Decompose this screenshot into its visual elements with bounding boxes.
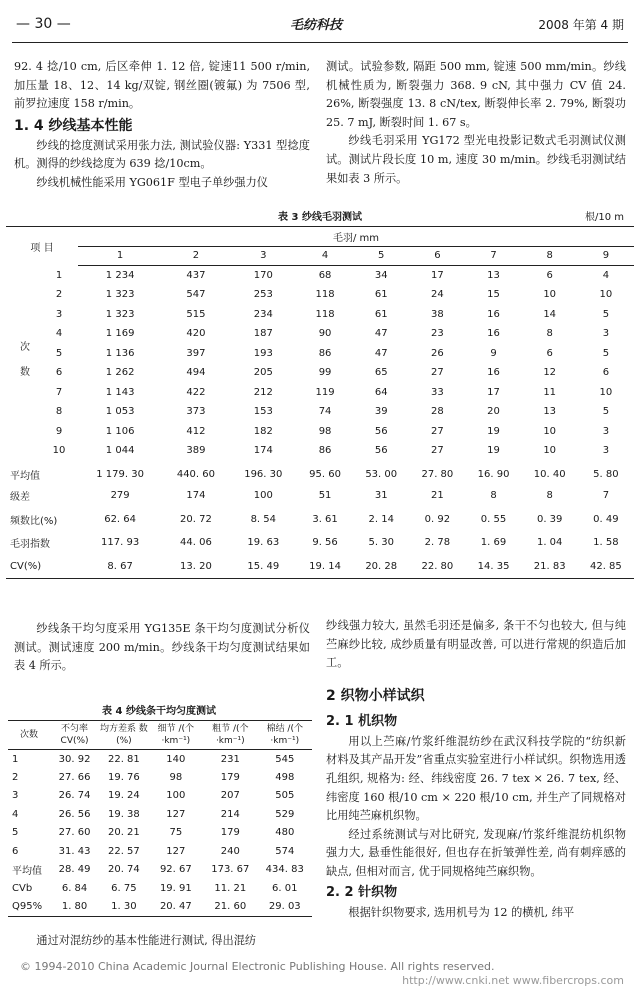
table-row [6, 402, 634, 422]
table-cell: 20. 72 [180, 513, 212, 525]
table4-col-header: 细节 /(个·km⁻¹) [149, 721, 203, 750]
table-cell: 212 [253, 386, 273, 398]
table-cell: 22. 57 [107, 845, 140, 857]
paragraph: 纱线条干均匀度采用 YG135E 条干均匀度测试分析仪测试。测试速度 200 m/min。纱线条干均匀度测试结果如表 4 所示。 [14, 622, 310, 673]
table-cell: 56 [374, 445, 388, 457]
table-cell: 3. 61 [312, 513, 338, 525]
table4-col-header: 棉结 /(个·km⁻¹) [258, 721, 312, 750]
table-cell: 56 [374, 425, 388, 437]
table-cell: 30. 92 [58, 753, 91, 765]
table-cell: 19. 76 [107, 771, 140, 783]
copyright-footer: © 1994-2010 China Academic Journal Electronic Publishing House. All rights reserved. [20, 960, 495, 973]
left-column-mid [14, 620, 310, 676]
table-cell: 253 [253, 289, 273, 301]
paragraph: 用以上苎麻/竹浆纤维混纺纱在武汉科技学院的“纺织新材料及其产品开发”省重点实验室进行小样试织。织物选用透孔组织, 规格为: 经、纬线密度 26. 7 tex × 26. 7 tex, 经、纬密度 160 根/10 cm × 220 根/10 cm, 并生产了同规格对比用纯苎麻机织物。 [326, 734, 626, 823]
table-cell: 20. 47 [149, 898, 203, 917]
table-cell: 19. 24 [107, 790, 140, 802]
table-cell: 10 [52, 445, 66, 457]
paragraph: 根据针织物要求, 选用机号为 12 的横机, 纬平 [348, 905, 575, 919]
table-row [8, 824, 312, 843]
table-row [6, 324, 634, 344]
header-rule [12, 42, 628, 43]
right-column-top [326, 58, 626, 188]
table-cell: 494 [186, 367, 206, 379]
table-cell: 8. 67 [78, 555, 162, 579]
table-cell: 3 [55, 308, 63, 320]
section-heading-2: 2 织物小样试织 [326, 687, 425, 704]
table-cell: 34 [374, 270, 388, 281]
table-cell: 12 [543, 367, 557, 379]
paragraph: 92. 4 捻/10 cm, 后区牵伸 1. 12 倍, 锭速11 500 r/min, 加压量 18、12、14 kg/双锭, 钢丝圈(镀氟) 为 7506 型, 前罗拉速度 158 r/min。 [14, 60, 310, 111]
table3-caption-row [0, 208, 640, 224]
table-row [8, 805, 312, 824]
table-cell: 10 [599, 289, 613, 301]
table-cell: 8 [55, 406, 63, 418]
table-cell: 440. 60 [176, 468, 215, 480]
table-cell: 6. 01 [272, 882, 298, 894]
table-cell: Q95% [8, 898, 50, 917]
table-cell: 505 [275, 790, 295, 802]
table-cell: 5 [602, 347, 610, 359]
table-cell: 99 [318, 367, 332, 379]
table-cell: 频数比(%) [10, 515, 58, 527]
table-cell: 0. 39 [536, 513, 563, 525]
table-cell: 1 [12, 753, 19, 765]
table-cell: 11. 21 [214, 882, 247, 894]
table-cell: 26 [431, 347, 444, 359]
table-cell: 65 [374, 367, 388, 379]
table-cell: 196. 30 [244, 468, 283, 480]
table-cell: 6 [12, 845, 19, 857]
table-summary-row [6, 555, 634, 579]
table-cell: 173. 67 [211, 864, 250, 876]
table-cell: 1 234 [105, 270, 135, 281]
table-row [8, 898, 312, 917]
table-cell: 13 [487, 270, 500, 281]
table-cell: 14 [543, 308, 557, 320]
table-cell: 4 [55, 328, 63, 340]
table-cell: 0. 55 [480, 513, 507, 525]
issue-label: 2008 年第 4 期 [538, 18, 624, 32]
table-cell: 26. 74 [58, 790, 91, 802]
table4-col-header: 粗节 /(个·km⁻¹) [203, 721, 257, 750]
table-cell: 47 [374, 347, 388, 359]
table4-col-header: 不匀率 CV(%) [50, 721, 99, 750]
table-cell: 205 [253, 367, 273, 379]
table-cell: 118 [315, 289, 335, 301]
table-cell: 389 [186, 445, 206, 457]
table-cell: 98 [318, 425, 332, 437]
table-cell: 10 [543, 445, 557, 457]
table-cell: 19. 14 [297, 555, 353, 579]
table-cell: 19 [487, 425, 500, 437]
table-cell: 92. 67 [159, 864, 192, 876]
table-cell: 20 [487, 406, 500, 418]
table3-col-header: 3 [230, 246, 297, 266]
table4-evenness [8, 720, 312, 917]
table-cell: 31 [374, 490, 388, 502]
table-cell: 1. 80 [50, 898, 99, 917]
table3-col-header: 5 [353, 246, 409, 266]
table-cell: 13 [543, 406, 557, 418]
table-cell: 27. 60 [58, 827, 91, 839]
table-cell: 3 [12, 790, 19, 802]
table-cell: 140 [166, 753, 186, 765]
paragraph: 测试。试验参数, 隔距 500 mm, 锭速 500 mm/min。纱线机械性质为, 断裂强力 368. 9 cN, 其中强力 CV 值 24. 26%, 断裂强度 13. 8 cN/tex, 断裂伸长率 2. 79%, 断裂功 25. 7 mJ, 断裂时间 1. 67 s。 [326, 60, 626, 129]
table3-hair-header: 毛羽/ mm [78, 227, 634, 247]
table-cell: 174 [186, 490, 206, 502]
table-cell: 170 [253, 270, 273, 281]
table-cell: 27 [431, 367, 444, 379]
table-cell: 2. 14 [368, 513, 394, 525]
table-row [8, 842, 312, 861]
table-cell: 86 [318, 347, 332, 359]
table-cell: 279 [110, 490, 130, 502]
table-cell: 3 [602, 425, 610, 437]
table-cell: 19. 38 [107, 808, 140, 820]
table-cell: 22. 80 [409, 555, 465, 579]
table-cell: 437 [186, 270, 206, 281]
subsection-heading-2-2: 2. 2 针织物 [326, 884, 398, 900]
table-cell: 53. 00 [365, 468, 398, 480]
table-cell: CV(%) [6, 555, 78, 579]
table-cell: 21 [431, 490, 444, 502]
table-cell: 179 [220, 827, 240, 839]
table3-col-header: 1 [78, 246, 162, 266]
table-cell: 574 [275, 845, 295, 857]
table3-col-header: 9 [578, 246, 634, 266]
table-cell: 1 323 [105, 308, 135, 320]
table-row [6, 383, 634, 403]
table-cell: 16 [487, 308, 500, 320]
table-cell: 6 [546, 347, 553, 359]
table-cell: 31. 43 [58, 845, 91, 857]
table-cell: 1 053 [105, 406, 135, 418]
paragraph: 纱线机械性能采用 YG061F 型电子单纱强力仪 [36, 175, 268, 189]
table-cell: 6 [602, 367, 610, 379]
table-cell: 8 [490, 490, 497, 502]
table-cell: 3 [602, 328, 610, 340]
table-cell: 8 [546, 490, 553, 502]
table-cell: 1. 69 [480, 537, 507, 549]
table-cell: CVb [12, 882, 33, 894]
table-cell: 5 [55, 347, 63, 359]
table-cell: 1 143 [105, 386, 135, 398]
page-header [0, 0, 640, 42]
table-cell: 5 [602, 308, 610, 320]
table-cell: 234 [253, 308, 273, 320]
table-cell: 182 [253, 425, 273, 437]
table-cell: 397 [186, 347, 206, 359]
table-cell: 545 [275, 753, 295, 765]
table3-hairiness [6, 226, 634, 579]
watermark: http://www.cnki.net www.fibercrops.com [402, 974, 624, 987]
subsection-heading-2-1: 2. 1 机织物 [326, 713, 398, 729]
table-cell: 61 [374, 308, 388, 320]
table-cell: 33 [431, 386, 444, 398]
table-cell: 14. 35 [465, 555, 521, 579]
paragraph: 纱线强力较大, 虽然毛羽还是偏多, 条干不匀也较大, 但与纯苎麻纱比较, 成纱质量有明显改善, 可以进行常规的织造后加工。 [326, 619, 626, 670]
table-row [6, 305, 634, 325]
table-row [6, 344, 634, 364]
table-cell: 26. 56 [58, 808, 91, 820]
table-summary-row [6, 484, 634, 508]
table-cell: 5 [602, 406, 610, 418]
paragraph: 通过对混纺纱的基本性能进行测试, 得出混纺 [36, 934, 257, 947]
table4-col-header: 均方差系 数(%) [99, 721, 149, 750]
table-cell: 64 [374, 386, 388, 398]
table-cell: 20. 28 [353, 555, 409, 579]
table-cell: 27. 80 [421, 468, 454, 480]
table-cell: 9. 56 [312, 537, 338, 549]
table3-caption: 表 3 纱线毛羽测试 [278, 212, 362, 223]
table-cell: 118 [315, 308, 335, 320]
table-cell: 28. 49 [58, 864, 91, 876]
table-cell: 1 044 [105, 445, 135, 457]
table-cell: 10. 40 [533, 468, 566, 480]
table-cell: 68 [318, 270, 332, 281]
table-summary-row [6, 461, 634, 485]
table3-col-header: 2 [162, 246, 229, 266]
table-row [6, 363, 634, 383]
table3-col-header: 7 [465, 246, 521, 266]
table-cell: 1 262 [105, 367, 135, 379]
table-cell: 23 [431, 328, 444, 340]
table-cell: 207 [220, 790, 240, 802]
table-cell: 90 [318, 328, 332, 340]
table-cell: 9 [490, 347, 497, 359]
table-cell: 179 [220, 771, 240, 783]
table-cell: 127 [166, 808, 186, 820]
table-cell: 17 [431, 270, 444, 281]
table-cell: 19. 91 [159, 882, 192, 894]
table-cell: 22. 81 [107, 753, 140, 765]
table-cell: 2 [12, 771, 19, 783]
table-cell: 24 [431, 289, 444, 301]
table-cell: 15. 49 [230, 555, 297, 579]
table-cell: 3 [602, 445, 610, 457]
table-cell: 100 [166, 790, 186, 802]
table-cell: 平均值 [10, 470, 40, 482]
table-cell: 10 [599, 386, 613, 398]
table-cell: 1. 30 [99, 898, 149, 917]
table-cell: 61 [374, 289, 388, 301]
table-cell: 420 [186, 328, 206, 340]
table-cell: 117. 93 [101, 537, 140, 549]
table-cell: 7 [602, 490, 610, 502]
table-cell: 4 [602, 270, 610, 281]
table-cell: 27. 66 [58, 771, 91, 783]
table-cell: 74 [318, 406, 332, 418]
table-cell: 1 136 [105, 347, 135, 359]
table-cell: 5. 80 [593, 468, 619, 480]
table-cell: 231 [220, 753, 240, 765]
table-cell: 1 169 [105, 328, 135, 340]
table-cell: 119 [315, 386, 335, 398]
table-cell: 42. 85 [578, 555, 634, 579]
table-cell: 16 [487, 367, 500, 379]
table-cell: 127 [166, 845, 186, 857]
table3-unit: 根/10 m [584, 212, 624, 223]
table3-col-header: 4 [297, 246, 353, 266]
table-cell: 529 [275, 808, 295, 820]
table-cell: 51 [318, 490, 332, 502]
section-heading-1-4: 1. 4 纱线基本性能 [14, 117, 133, 134]
table4-caption: 表 4 纱线条干均匀度测试 [102, 706, 216, 717]
table-cell: 412 [186, 425, 206, 437]
table-row [8, 768, 312, 787]
table-cell: 373 [186, 406, 206, 418]
table-cell: 2 [55, 289, 63, 301]
table-cell: 平均值 [12, 866, 42, 878]
paragraph: 经过系统测试与对比研究, 发现麻/竹浆纤维混纺机织物强力大, 悬垂性能很好, 但也存在折皱弹性差, 尚有刺痒感的缺点, 但相对而言, 优于同规格纯苎麻织物。 [326, 827, 626, 878]
table-cell: 214 [220, 808, 240, 820]
table-cell: 11 [543, 386, 557, 398]
table-cell: 95. 60 [309, 468, 341, 480]
table-cell: 10 [543, 289, 557, 301]
table-cell: 515 [186, 308, 206, 320]
table-cell: 1. 58 [593, 537, 619, 549]
table-cell: 1 106 [105, 425, 135, 437]
table-cell: 434. 83 [265, 864, 304, 876]
table-cell: 8 [546, 328, 553, 340]
table-cell: 16 [487, 328, 500, 340]
table-cell: 153 [253, 406, 273, 418]
table-cell: 8. 54 [250, 513, 277, 525]
table-cell: 240 [220, 845, 240, 857]
table-cell: 1 [55, 269, 63, 281]
table-cell: 193 [253, 347, 273, 359]
table-cell: 75 [169, 827, 183, 839]
table-cell: 39 [374, 406, 388, 418]
left-column-bottom [14, 932, 310, 951]
table-cell: 1 179. 30 [96, 468, 144, 480]
table-cell: 100 [253, 490, 273, 502]
table-cell: 19. 63 [247, 537, 280, 549]
table3-times-label [6, 266, 40, 461]
table-cell: 27 [431, 425, 444, 437]
table-cell: 9 [55, 425, 63, 437]
table-cell: 6. 75 [111, 882, 137, 894]
table-cell: 422 [186, 386, 206, 398]
table-cell: 5 [12, 827, 19, 839]
table-cell: 13. 20 [162, 555, 229, 579]
table-cell: 498 [275, 771, 295, 783]
table-cell: 480 [275, 827, 295, 839]
table-cell: 86 [318, 445, 332, 457]
paragraph: 纱线毛羽采用 YG172 型光电投影记数式毛羽测试仪测试。测试片段长度 10 m, 速度 30 m/min。纱线毛羽测试结果如表 3 所示。 [326, 134, 626, 185]
table-row [6, 285, 634, 305]
table-cell: 547 [186, 289, 206, 301]
table-row [6, 441, 634, 461]
table3-times-text: 次 数 [17, 340, 29, 383]
table-row [6, 422, 634, 442]
table-cell: 6. 84 [61, 882, 88, 894]
table-row [8, 750, 312, 769]
table-cell: 4 [12, 808, 19, 820]
table-row [8, 787, 312, 806]
table-cell: 44. 06 [180, 537, 212, 549]
table-cell: 1. 04 [536, 537, 563, 549]
table-cell: 1 323 [105, 289, 135, 301]
table3-col-header: 6 [409, 246, 465, 266]
page-number: — 30 — [16, 16, 71, 32]
left-column-top [14, 58, 310, 193]
table-cell: 38 [431, 308, 444, 320]
table-cell: 27 [431, 445, 444, 457]
table-cell: 28 [431, 406, 444, 418]
table-cell: 47 [374, 328, 388, 340]
journal-name: 毛纺科技 [290, 18, 343, 33]
table-cell: 174 [253, 445, 273, 457]
table3-col-header: 8 [522, 246, 578, 266]
table-cell: 2. 78 [424, 537, 451, 549]
table-cell: 19 [487, 445, 500, 457]
table-row [8, 861, 312, 880]
right-column-bottom [326, 617, 626, 922]
table-summary-row [6, 508, 634, 532]
table-cell: 级差 [10, 492, 30, 504]
table-cell: 16. 90 [477, 468, 510, 480]
paragraph: 纱线的捻度测试采用张力法, 测试验仪器: Y331 型捻度机。测得的纱线捻度为 639 捻/10cm。 [14, 138, 310, 171]
table-cell: 6 [546, 270, 553, 281]
table-cell: 20. 74 [107, 864, 140, 876]
table-row [8, 879, 312, 898]
table-cell: 7 [55, 386, 63, 398]
table-cell: 0. 92 [424, 513, 451, 525]
table-cell: 6 [55, 367, 63, 379]
table-cell: 20. 21 [107, 827, 140, 839]
table-cell: 98 [169, 771, 183, 783]
table-summary-row [6, 531, 634, 555]
table-cell: 毛羽指数 [10, 539, 50, 551]
table-cell: 62. 64 [104, 513, 137, 525]
table-cell: 21. 83 [522, 555, 578, 579]
table3-item-header: 项 目 [6, 227, 78, 266]
table-cell: 10 [543, 425, 557, 437]
table-cell: 21. 60 [203, 898, 257, 917]
table4-col-header: 次数 [8, 721, 50, 750]
table-cell: 29. 03 [258, 898, 312, 917]
table-row [6, 266, 634, 286]
table-cell: 187 [253, 328, 273, 340]
table-cell: 15 [487, 289, 500, 301]
table-cell: 17 [487, 386, 500, 398]
table-cell: 0. 49 [593, 513, 619, 525]
table-cell: 5. 30 [368, 537, 394, 549]
